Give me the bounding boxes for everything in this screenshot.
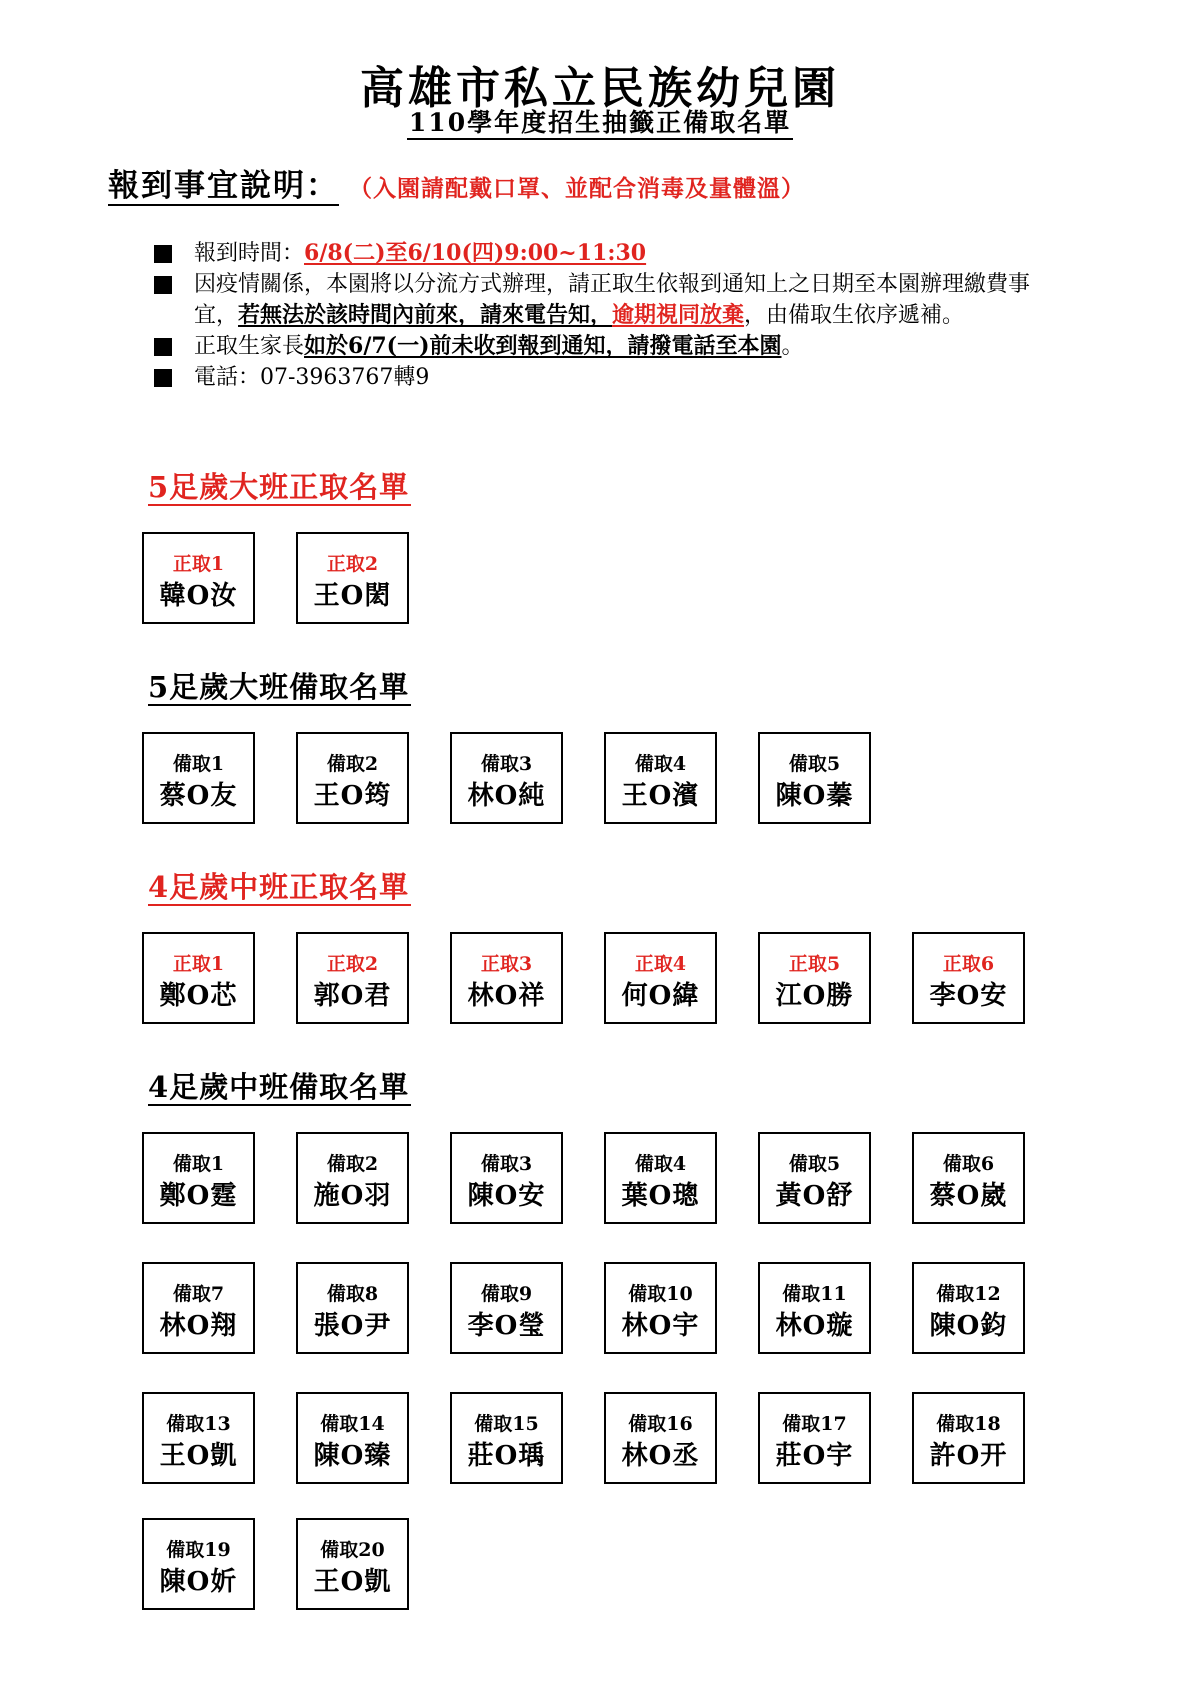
- waitlist-entry-card: [604, 1392, 717, 1484]
- entry-rank-label: 備取15: [474, 1413, 539, 1435]
- entry-rank-label: 備取10: [628, 1283, 693, 1305]
- waitlist-entry-card: [450, 1132, 563, 1224]
- report-time-value: 6/8(二)至6/10(四)9:00~11:30: [304, 240, 647, 266]
- section-title-5yo-waitlist: 5足歲大班備取名單: [148, 670, 410, 704]
- entry-child-name: 林O純: [467, 781, 546, 811]
- entry-rank-label: 備取2: [326, 753, 379, 775]
- entry-child-name: 陳O安: [467, 1181, 546, 1211]
- entry-rank-label: 備取2: [326, 1153, 379, 1175]
- waitlist-entry-card: [758, 1392, 871, 1484]
- bullet-parent-note: [152, 331, 1052, 362]
- entry-child-name: 黃O舒: [775, 1181, 854, 1211]
- bullet-report-time: [152, 238, 1052, 269]
- waitlist-entry-card: [604, 732, 717, 824]
- parent-note-emphasis: 如於6/7(一)前未收到報到通知，請撥電話至本園: [304, 333, 782, 359]
- report-time-label: 報到時間：: [194, 241, 305, 266]
- section-title-4yo-waitlist: 4足歲中班備取名單: [148, 1070, 410, 1104]
- entry-rank-label: 備取18: [936, 1413, 1001, 1435]
- entry-child-name: 王O濱: [621, 781, 700, 811]
- square-bullet-icon: [154, 369, 172, 387]
- entry-child-name: 王O筠: [313, 781, 392, 811]
- admitted-entry-card: [450, 932, 563, 1024]
- entry-child-name: 何O緯: [621, 981, 700, 1011]
- admitted-entry-card: [758, 932, 871, 1024]
- entry-rank-label: 備取8: [326, 1283, 379, 1305]
- waitlist-entry-card: [142, 732, 255, 824]
- parent-note-text: 正取生家長: [194, 334, 305, 359]
- entry-rank-label: 備取4: [634, 753, 687, 775]
- entry-rank-label: 備取5: [788, 753, 841, 775]
- entry-child-name: 李O瑩: [467, 1311, 546, 1341]
- entry-child-name: 陳O妡: [159, 1567, 238, 1597]
- notice-title: 報到事宜說明：: [108, 168, 339, 204]
- entry-rank-label: 備取3: [480, 753, 533, 775]
- entry-child-name: 李O安: [929, 981, 1008, 1011]
- waitlist-entry-card: [296, 1262, 409, 1354]
- waitlist-entry-card: [142, 1132, 255, 1224]
- entry-rank-label: 備取5: [788, 1153, 841, 1175]
- entry-rank-label: 正取2: [326, 953, 379, 975]
- phone-text: 電話：07-3963767轉9: [194, 365, 430, 390]
- entry-child-name: 林O璇: [775, 1311, 854, 1341]
- entry-child-name: 許O开: [929, 1441, 1008, 1471]
- entry-child-name: 王O凱: [313, 1567, 392, 1597]
- square-bullet-icon: [154, 245, 172, 263]
- entry-rank-label: 備取20: [320, 1539, 385, 1561]
- entry-rank-label: 備取13: [166, 1413, 231, 1435]
- waitlist-entry-card: [142, 1518, 255, 1610]
- entry-rank-label: 備取14: [320, 1413, 385, 1435]
- waitlist-entry-card: [604, 1262, 717, 1354]
- parent-note-end: 。: [781, 334, 804, 359]
- entry-child-name: 蔡O友: [159, 781, 238, 811]
- epidemic-note-forfeit: 逾期視同放棄: [612, 302, 745, 328]
- entry-rank-label: 備取19: [166, 1539, 231, 1561]
- waitlist-entry-card: [142, 1262, 255, 1354]
- entry-rank-label: 備取12: [936, 1283, 1001, 1305]
- entry-rank-label: 備取16: [628, 1413, 693, 1435]
- entry-child-name: 林O宇: [621, 1311, 700, 1341]
- waitlist-entry-card: [450, 1262, 563, 1354]
- waitlist-entry-card: [604, 1132, 717, 1224]
- section-title-4yo-admitted: 4足歲中班正取名單: [148, 870, 410, 904]
- admitted-entry-card: [142, 532, 255, 624]
- waitlist-entry-card: [758, 1132, 871, 1224]
- notice-header: [108, 168, 805, 206]
- section-title-5yo-admitted: 5足歲大班正取名單: [148, 470, 410, 504]
- entry-child-name: 江O勝: [775, 981, 854, 1011]
- entry-child-name: 莊O瑀: [467, 1441, 546, 1471]
- entry-rank-label: 正取6: [942, 953, 995, 975]
- entry-child-name: 葉O璁: [621, 1181, 700, 1211]
- admitted-entry-card: [296, 532, 409, 624]
- admitted-entry-card: [604, 932, 717, 1024]
- waitlist-entry-card: [296, 732, 409, 824]
- entry-rank-label: 備取17: [782, 1413, 847, 1435]
- waitlist-entry-card: [912, 1262, 1025, 1354]
- entry-child-name: 林O翔: [159, 1311, 238, 1341]
- entry-rank-label: 備取1: [172, 753, 225, 775]
- entry-child-name: 蔡O崴: [929, 1181, 1008, 1211]
- entry-child-name: 林O丞: [621, 1441, 700, 1471]
- waitlist-entry-card: [912, 1132, 1025, 1224]
- entry-child-name: 陳O鈞: [929, 1311, 1008, 1341]
- admitted-entry-card: [912, 932, 1025, 1024]
- square-bullet-icon: [154, 338, 172, 356]
- entry-rank-label: 正取1: [172, 953, 225, 975]
- bullet-epidemic-note: [152, 269, 1052, 331]
- waitlist-entry-card: [142, 1392, 255, 1484]
- page-subtitle: 110學年度招生抽籤正備取名單: [407, 108, 793, 140]
- entry-child-name: 王O凱: [159, 1441, 238, 1471]
- waitlist-entry-card: [450, 1392, 563, 1484]
- entry-rank-label: 備取3: [480, 1153, 533, 1175]
- waitlist-entry-card: [296, 1518, 409, 1610]
- entry-child-name: 莊O宇: [775, 1441, 854, 1471]
- bullet-phone: [152, 362, 1052, 393]
- epidemic-note-end: ，由備取生依序遞補。: [744, 303, 965, 328]
- admitted-entry-card: [142, 932, 255, 1024]
- entry-rank-label: 備取11: [782, 1283, 847, 1305]
- entry-rank-label: 正取1: [172, 553, 225, 575]
- entry-rank-label: 備取7: [172, 1283, 225, 1305]
- waitlist-entry-card: [912, 1392, 1025, 1484]
- waitlist-entry-card: [450, 732, 563, 824]
- entry-child-name: 張O尹: [313, 1311, 392, 1341]
- entry-child-name: 施O羽: [313, 1181, 392, 1211]
- entry-rank-label: 備取9: [480, 1283, 533, 1305]
- entry-child-name: 鄭O芯: [159, 981, 238, 1011]
- entry-rank-label: 備取1: [172, 1153, 225, 1175]
- waitlist-entry-card: [296, 1132, 409, 1224]
- entry-child-name: 郭O君: [313, 981, 392, 1011]
- entry-rank-label: 正取2: [326, 553, 379, 575]
- entry-child-name: 陳O蓁: [775, 781, 854, 811]
- entry-rank-label: 正取4: [634, 953, 687, 975]
- entry-child-name: 韓O汝: [159, 581, 238, 611]
- entry-rank-label: 備取4: [634, 1153, 687, 1175]
- entry-rank-label: 正取3: [480, 953, 533, 975]
- waitlist-entry-card: [758, 732, 871, 824]
- entry-child-name: 陳O臻: [313, 1441, 392, 1471]
- waitlist-entry-card: [758, 1262, 871, 1354]
- admitted-entry-card: [296, 932, 409, 1024]
- waitlist-entry-card: [296, 1392, 409, 1484]
- entry-child-name: 王O閎: [313, 581, 392, 611]
- entry-child-name: 林O祥: [467, 981, 546, 1011]
- entry-rank-label: 正取5: [788, 953, 841, 975]
- entry-rank-label: 備取6: [942, 1153, 995, 1175]
- notice-note: （入園請配戴口罩、並配合消毒及量體溫）: [349, 175, 805, 202]
- epidemic-note-text: 因疫情關係，本園將以分流方式辦理，請正取生依報到通知上之日期至本園辦理繳費事宜，: [194, 272, 1031, 328]
- page-title: 高雄市私立民族幼兒園: [360, 63, 840, 114]
- entry-child-name: 鄭O霆: [159, 1181, 238, 1211]
- notice-bullets: [152, 238, 1052, 393]
- square-bullet-icon: [154, 276, 172, 294]
- epidemic-note-call-notice: 若無法於該時間內前來，請來電告知，: [238, 302, 613, 328]
